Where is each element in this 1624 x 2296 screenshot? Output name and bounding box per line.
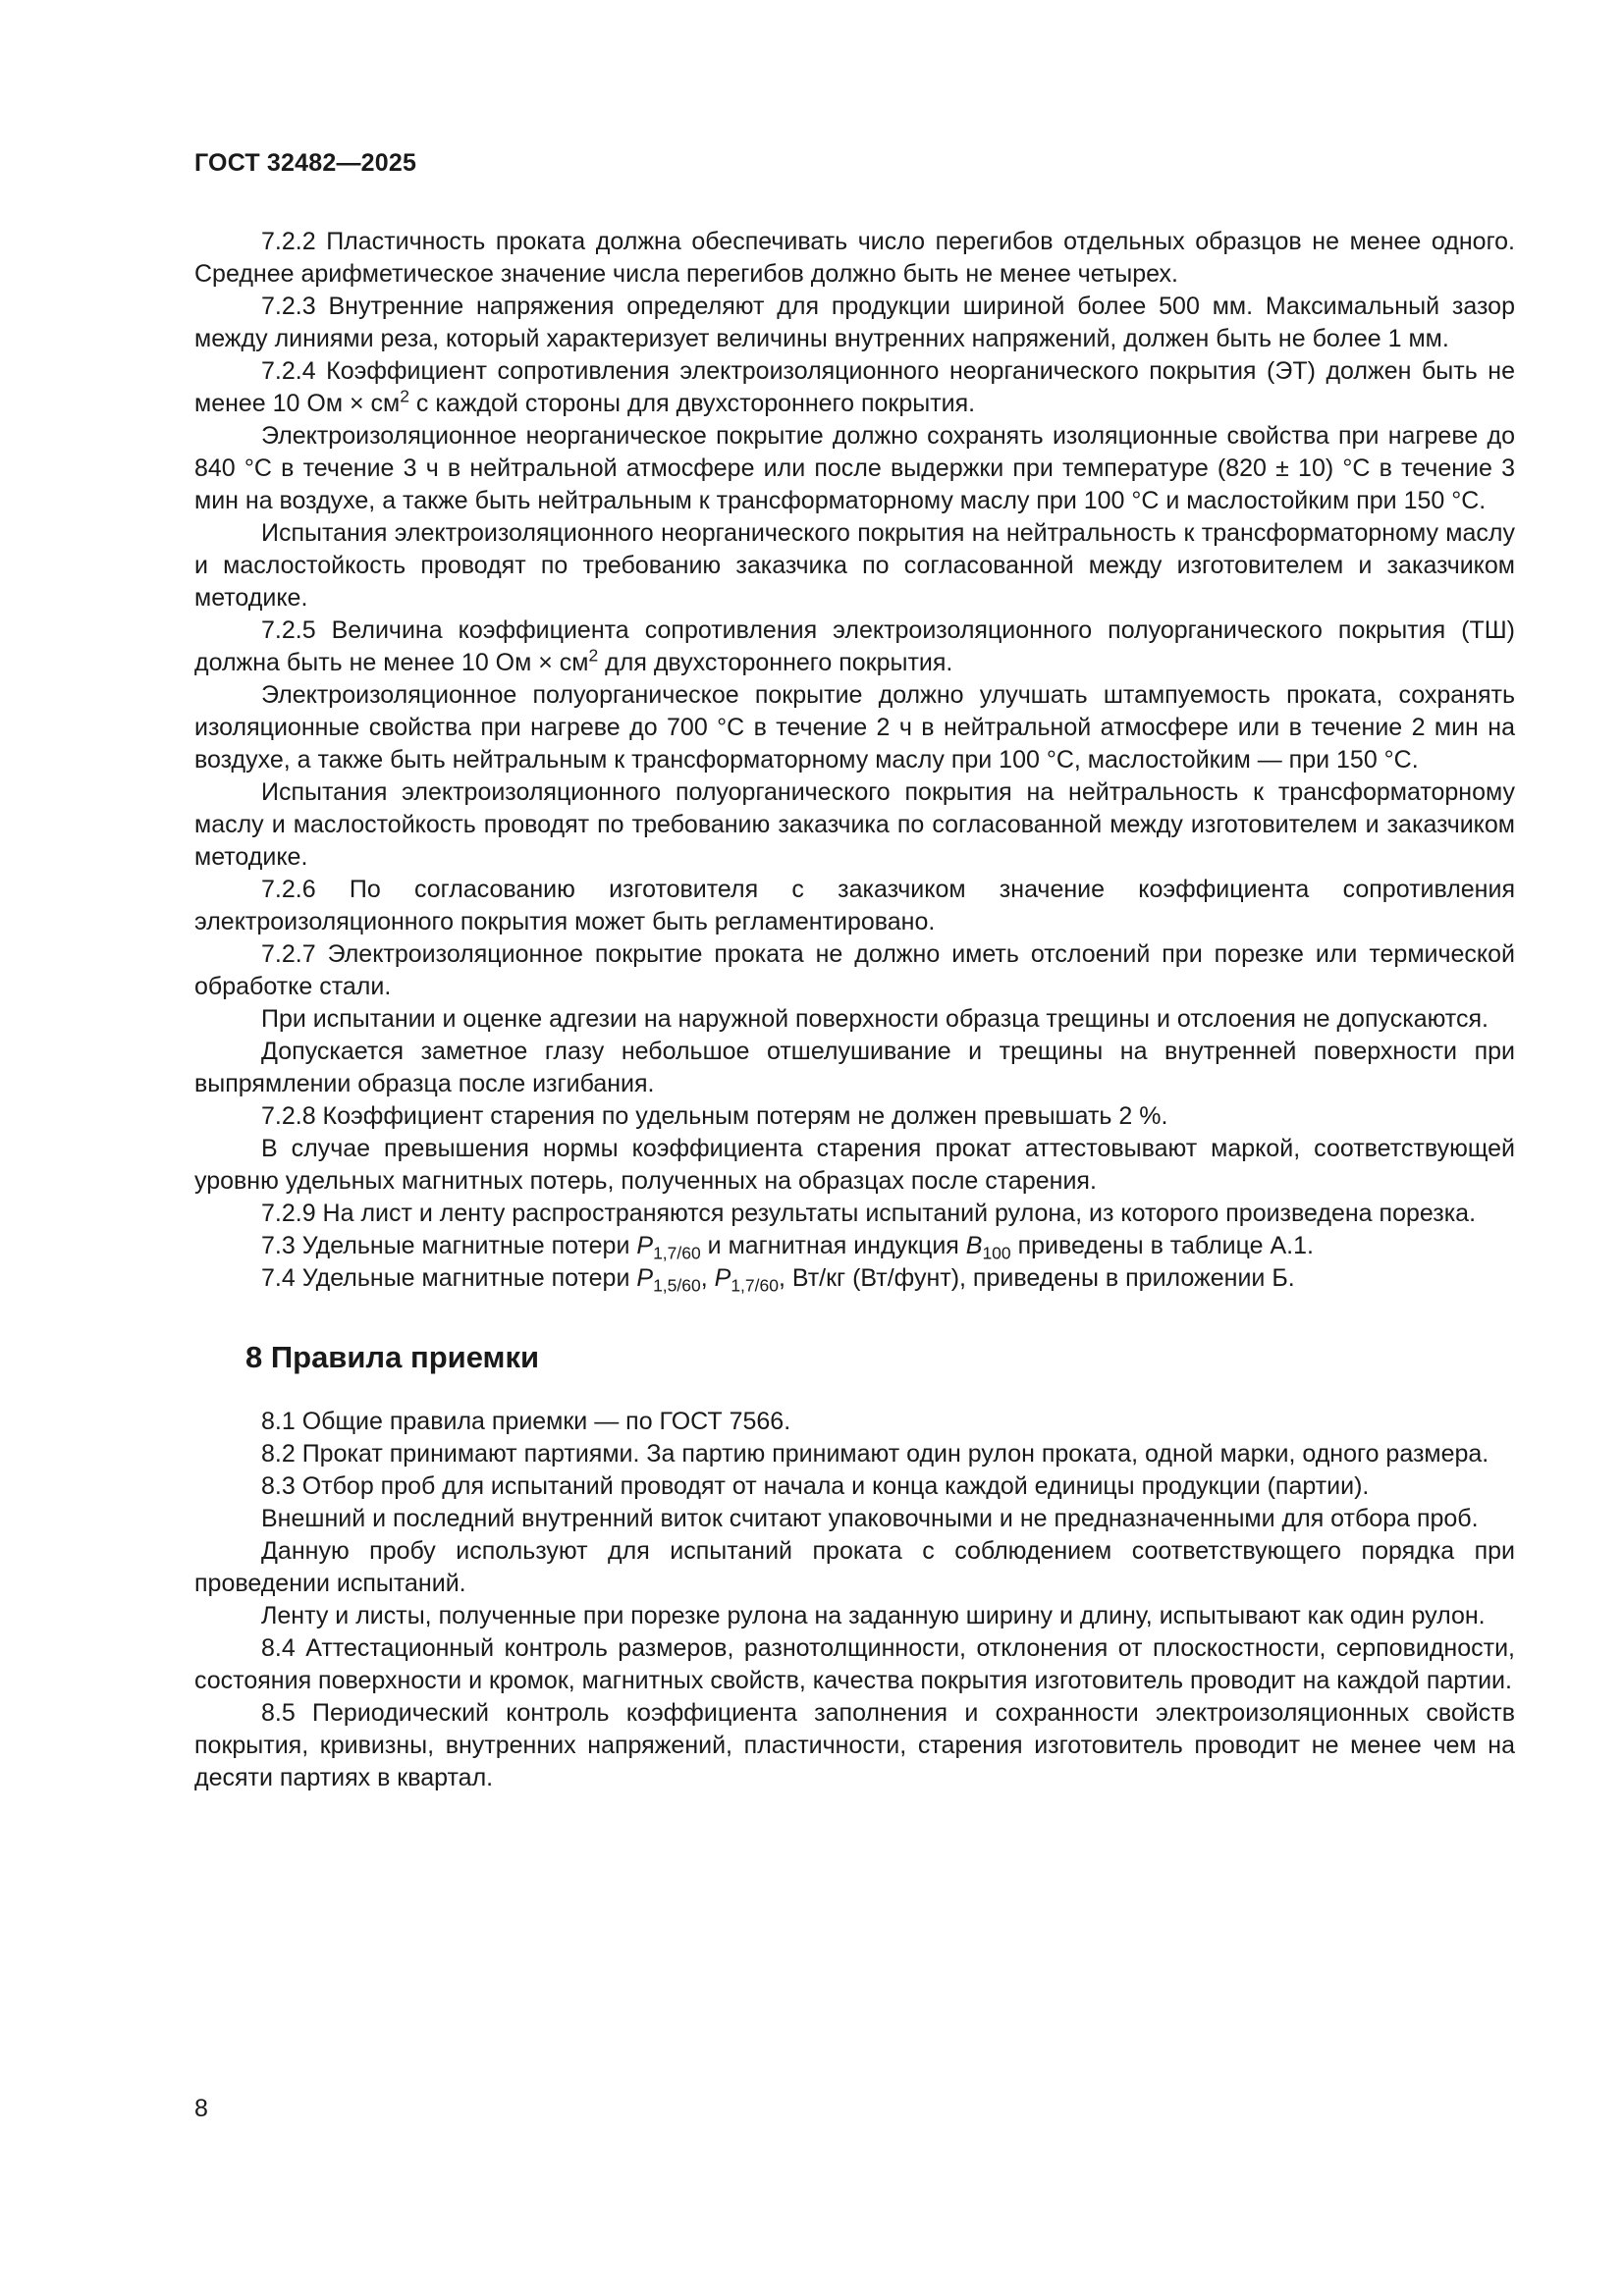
paragraph-7-2-4: [194, 355, 1515, 420]
subscript: 1,7/60: [653, 1243, 701, 1263]
symbol-p: P: [636, 1264, 654, 1292]
paragraph-7-2-6: 7.2.6 По согласованию изготовителя с заказчиком значение коэффициента сопротивления электроизоляционного покрытия может быть регламентировано.: [194, 876, 1515, 935]
paragraph-7-2-3: 7.2.3 Внутренние напряжения определяют для продукции шириной более 500 мм. Максимальный зазор между линиями реза, который характеризует величины внутренних напряжений, должен быть не более 1 мм.: [194, 293, 1515, 352]
paragraph-7-3: [194, 1230, 1515, 1262]
text-run: приведены в таблице А.1.: [1010, 1232, 1314, 1259]
text-run: 7.2.4 Коэффициент сопротивления электроизоляционного неорганического покрытия (ЭТ) должен быть не менее 10 Ом × см: [194, 357, 1515, 417]
paragraph-8-2: 8.2 Прокат принимают партиями. За партию принимают один рулон проката, одной марки, одного размера.: [261, 1440, 1489, 1468]
paragraph-7-2-7: 7.2.7 Электроизоляционное покрытие проката не должно иметь отслоений при порезке или термической обработке стали.: [194, 940, 1515, 1000]
superscript: 2: [588, 645, 599, 666]
section-heading-8: 8 Правила приемки: [245, 1340, 540, 1374]
paragraph-strip-sheets: Ленту и листы, полученные при порезке рулона на заданную ширину и длину, испытывают как один рулон.: [261, 1602, 1486, 1629]
paragraph-aging: В случае превышения нормы коэффициента старения прокат аттестовывают маркой, соответствующей уровню удельных магнитных потерь, полученных на образцах после старения.: [194, 1135, 1515, 1195]
page-number: 8: [194, 2095, 208, 2122]
text-run: и магнитная индукция: [700, 1232, 966, 1259]
document-header: ГОСТ 32482—2025: [194, 149, 417, 177]
paragraph-8-4: 8.4 Аттестационный контроль размеров, разнотолщинности, отклонения от плоскостности, серповидности, состояния поверхности и кромок, магнитных свойств, качества покрытия изготовитель проводит на каждой партии.: [194, 1634, 1515, 1694]
paragraph-inorganic-coating: Электроизоляционное неорганическое покрытие должно сохранять изоляционные свойства при нагреве до 840 °С в течение 3 ч в нейтральной атмосфере или после выдержки при температуре (820 ± 10) °С в течение 3 мин на воздухе, а также быть нейтральным к трансформаторному маслу при 100 °С и маслостойким при 150 °С.: [194, 422, 1515, 514]
symbol-p: P: [714, 1264, 731, 1292]
paragraph-adhesion: При испытании и оценке адгезии на наружной поверхности образца трещины и отслоения не допускаются.: [261, 1005, 1489, 1033]
symbol-b: B: [965, 1232, 983, 1259]
paragraph-8-1: 8.1 Общие правила приемки — по ГОСТ 7566.: [261, 1408, 791, 1435]
text-run: с каждой стороны для двухстороннего покрытия.: [408, 390, 976, 417]
text-run: ,: [700, 1264, 715, 1292]
paragraph-semiorganic-tests: Испытания электроизоляционного полуорганического покрытия на нейтральность к трансформаторному маслу и маслостойкость проводят по требованию заказчика по согласованной между изготовителем и заказчиком методике.: [194, 778, 1515, 871]
paragraph-7-4: [194, 1262, 1515, 1295]
paragraph-7-2-8: 7.2.8 Коэффициент старения по удельным потерям не должен превышать 2 %.: [261, 1102, 1168, 1130]
paragraph-7-2-9: 7.2.9 На лист и ленту распространяются результаты испытаний рулона, из которого произведена порезка.: [261, 1200, 1477, 1227]
paragraph-8-3: 8.3 Отбор проб для испытаний проводят от начала и конца каждой единицы продукции (партии).: [261, 1472, 1370, 1500]
paragraph-7-2-2: 7.2.2 Пластичность проката должна обеспечивать число перегибов отдельных образцов не менее одного. Среднее арифметическое значение числа перегибов должно быть не менее четырех.: [194, 228, 1515, 288]
text-run: 7.4 Удельные магнитные потери: [261, 1264, 637, 1292]
subscript: 1,7/60: [731, 1275, 779, 1296]
paragraph-semiorganic-coating: Электроизоляционное полуорганическое покрытие должно улучшать штампуемость проката, сохранять изоляционные свойства при нагреве до 700 °С в течение 2 ч в нейтральной атмосфере или в течение 2 мин на воздухе, а также быть нейтральным к трансформаторному маслу при 100 °С, маслостойким — при 150 °С.: [194, 681, 1515, 774]
text-run: , Вт/кг (Вт/фунт), приведены в приложении Б.: [778, 1264, 1295, 1292]
subscript: 1,5/60: [653, 1275, 701, 1296]
symbol-p: P: [636, 1232, 654, 1259]
paragraph-7-2-5: [194, 614, 1515, 679]
text-run: 7.3 Удельные магнитные потери: [261, 1232, 637, 1259]
paragraph-peeling: Допускается заметное глазу небольшое отшелушивание и трещины на внутренней поверхности при выпрямлении образца после изгибания.: [194, 1038, 1515, 1097]
subscript: 100: [982, 1243, 1011, 1263]
superscript: 2: [400, 386, 409, 406]
text-run: 7.2.5 Величина коэффициента сопротивления электроизоляционного полуорганического покрытия (ТШ) должна быть не менее 10 Ом × см: [194, 616, 1515, 676]
paragraph-sample-use: Данную пробу используют для испытаний проката с соблюдением соответствующего порядка при проведении испытаний.: [194, 1537, 1515, 1597]
text-run: для двухстороннего покрытия.: [598, 649, 953, 676]
paragraph-inorganic-tests: Испытания электроизоляционного неорганического покрытия на нейтральность к трансформаторному маслу и маслостойкость проводят по требованию заказчика по согласованной между изготовителем и заказчиком методике.: [194, 519, 1515, 612]
paragraph-8-5: 8.5 Периодический контроль коэффициента заполнения и сохранности электроизоляционных свойств покрытия, кривизны, внутренних напряжений, пластичности, старения изготовитель проводит не менее чем на десяти партиях в квартал.: [194, 1699, 1515, 1791]
document-body: [194, 226, 1515, 1794]
paragraph-outer-turns: Внешний и последний внутренний виток считают упаковочными и не предназначенными для отбора проб.: [261, 1505, 1479, 1532]
